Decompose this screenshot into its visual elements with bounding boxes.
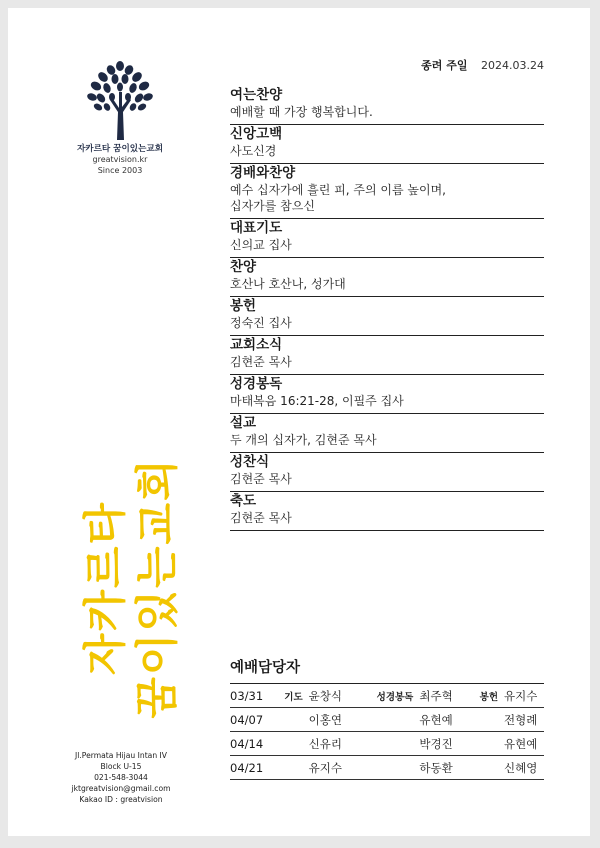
worship-item (230, 258, 544, 297)
sunday-name: 종려 주일 (421, 59, 468, 72)
offering-name: 전형례 (504, 708, 544, 732)
worship-item-title: 여는찬양 (230, 87, 283, 103)
reading-name: 하동환 (419, 756, 469, 780)
reading-name: 유현예 (419, 708, 469, 732)
prayer-name: 이홍연 (309, 708, 359, 732)
worship-item-title: 성찬식 (230, 454, 270, 470)
worship-item-desc: 김현준 목사 (230, 355, 292, 369)
worship-item-title: 축도 (230, 493, 257, 509)
worship-item (230, 297, 544, 336)
worship-item-title: 봉헌 (230, 298, 257, 314)
bulletin-header (421, 57, 544, 73)
prayer-label: 기도 (274, 684, 309, 708)
worship-item-title: 경배와찬양 (230, 165, 296, 181)
worship-staff (230, 656, 544, 780)
worship-item-desc: 김현준 목사 (230, 472, 292, 486)
offering-name: 유현예 (504, 732, 544, 756)
worship-item (230, 375, 544, 414)
worship-item-desc: 마태복음 16:21-28, 이필주 집사 (230, 394, 404, 408)
prayer-name: 윤창식 (309, 684, 359, 708)
worship-item-desc: 김현준 목사 (230, 511, 292, 525)
worship-item-title: 성경봉독 (230, 376, 283, 392)
vertical-church-title (60, 438, 200, 738)
order-of-worship (230, 86, 544, 531)
address-line-2: Block U-15 (100, 762, 142, 771)
worship-item-desc: 신의교 집사 (230, 238, 292, 252)
reading-name: 박경진 (419, 732, 469, 756)
staff-title: 예배담당자 (230, 660, 301, 676)
worship-item (230, 125, 544, 164)
prayer-name: 신유리 (309, 732, 359, 756)
worship-item (230, 86, 544, 125)
church-logo (70, 60, 170, 176)
worship-item (230, 219, 544, 258)
worship-item (230, 164, 544, 219)
reading-label: 성경봉독 (359, 684, 420, 708)
offering-label: 봉헌 (469, 684, 504, 708)
worship-item-title: 교회소식 (230, 337, 283, 353)
address-line-1: Jl.Permata Hijau Intan IV (75, 751, 167, 760)
bulletin-date: 2024.03.24 (481, 59, 544, 72)
worship-item (230, 453, 544, 492)
staff-date: 04/14 (230, 732, 274, 756)
table-row (230, 684, 544, 708)
worship-item-desc: 예수 십자가에 흘린 피, 주의 이름 높이며, (230, 183, 446, 197)
worship-item-desc-2: 십자가를 참으신 (230, 199, 315, 213)
phone-number: 021-548-3044 (94, 773, 148, 782)
staff-date: 04/07 (230, 708, 274, 732)
offering-name: 유지수 (504, 684, 544, 708)
worship-item-desc: 두 개의 십자가, 김현준 목사 (230, 433, 377, 447)
worship-item-title: 대표기도 (230, 220, 283, 236)
worship-item (230, 336, 544, 375)
table-row (230, 732, 544, 756)
vertical-title-line-1: 자카르타 (81, 500, 131, 676)
email-address: jktgreatvision@gmail.com (71, 784, 171, 793)
worship-item-title: 찬양 (230, 259, 257, 275)
prayer-name: 유지수 (309, 756, 359, 780)
church-website: greatvision.kr (92, 155, 148, 164)
church-contact (56, 750, 186, 805)
worship-item-title: 신앙고백 (230, 126, 283, 142)
vertical-title-line-2: 꿈이있는교회 (133, 457, 183, 719)
worship-item-desc: 호산나 호산나, 성가대 (230, 277, 346, 291)
table-row (230, 756, 544, 780)
tree-icon (84, 60, 156, 140)
worship-item-desc: 정숙진 집사 (230, 316, 292, 330)
offering-name: 신혜영 (504, 756, 544, 780)
worship-item (230, 414, 544, 453)
reading-name: 최주혁 (419, 684, 469, 708)
worship-item-desc: 예배할 때 가장 행복합니다. (230, 105, 373, 119)
church-name: 자카르타 꿈이있는교회 (76, 144, 163, 154)
worship-item (230, 492, 544, 531)
staff-date: 04/21 (230, 756, 274, 780)
table-row (230, 708, 544, 732)
worship-item-desc: 사도신경 (230, 144, 277, 158)
worship-item-title: 설교 (230, 415, 257, 431)
staff-table (230, 683, 544, 780)
church-since: Since 2003 (97, 166, 143, 175)
bulletin-page (8, 8, 590, 836)
kakao-id: Kakao ID : greatvision (79, 795, 163, 804)
staff-date: 03/31 (230, 684, 274, 708)
